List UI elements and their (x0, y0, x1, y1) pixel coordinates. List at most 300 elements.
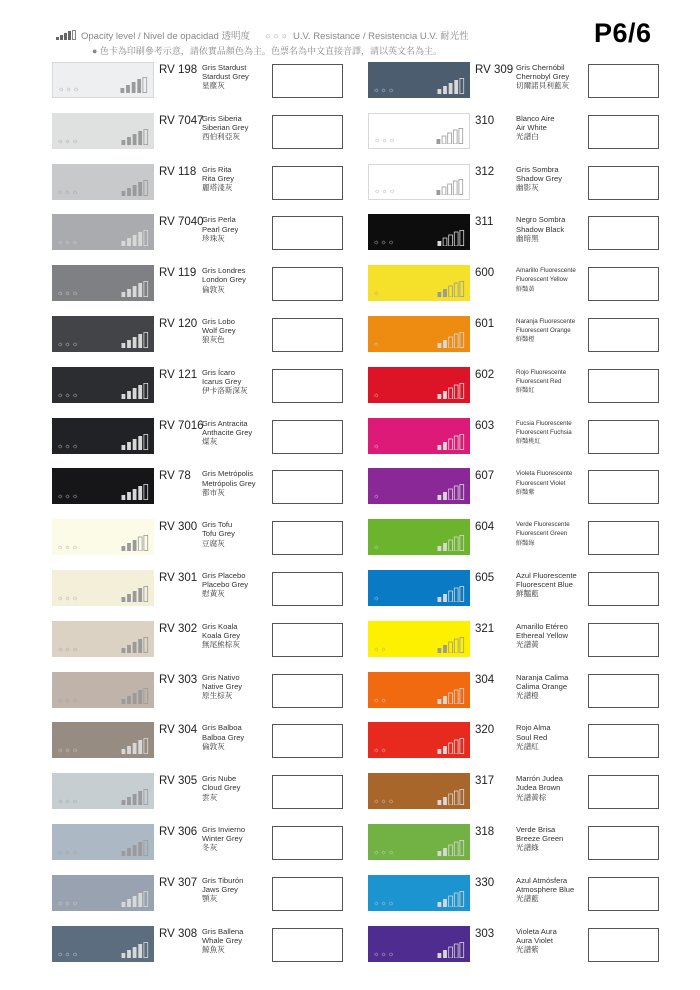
opacity-bar (138, 232, 142, 246)
opacity-bar (138, 791, 142, 805)
opacity-bar (449, 337, 453, 348)
opacity-bar (449, 693, 453, 704)
color-code: RV 78 (159, 470, 191, 483)
sample-box (588, 115, 659, 149)
uv-resistance-icon: ☼☼☼ (58, 86, 81, 93)
sample-box (588, 928, 659, 962)
opacity-level-icon (121, 332, 149, 348)
color-name (516, 419, 572, 447)
color-swatch (368, 468, 470, 504)
color-name (516, 317, 575, 345)
opacity-bar (127, 543, 131, 551)
opacity-bar (122, 546, 126, 551)
color-name (516, 63, 569, 91)
color-name (202, 215, 238, 243)
color-name-spanish: Gris Invierno (202, 825, 246, 834)
opacity-bar (454, 283, 458, 297)
opacity-bar (127, 797, 131, 805)
color-name-spanish: Violeta Fluorescente (516, 470, 573, 478)
color-swatch (52, 570, 154, 606)
opacity-level-icon (121, 484, 149, 500)
color-code: RV 119 (159, 267, 197, 280)
uv-resistance-icon: ☼☼☼ (57, 950, 80, 958)
color-swatch (52, 265, 154, 301)
color-row (52, 164, 364, 202)
opacity-bar (438, 597, 442, 602)
color-code: 601 (475, 318, 495, 330)
color-name-spanish: Gris Perla (202, 215, 236, 225)
color-name-english: Balboa Grey (202, 732, 245, 742)
color-name-english: Calima Orange (516, 681, 568, 691)
opacity-bar (122, 140, 126, 145)
color-code: 312 (475, 165, 495, 178)
opacity-bar (460, 891, 464, 906)
uv-resistance-icon: ☼☼☼ (373, 239, 396, 247)
color-name-english: Fluorescent Yellow (516, 276, 568, 284)
opacity-bar (453, 181, 457, 195)
opacity-bar (132, 82, 136, 93)
opacity-bar (138, 385, 142, 399)
opacity-bar (144, 891, 148, 906)
uv-resistance-icon: ☼☼☼ (374, 136, 397, 144)
color-swatch (52, 214, 154, 250)
opacity-bar (138, 690, 142, 704)
color-code: RV 309 (475, 64, 514, 76)
color-name-chinese: 鮮豔橙 (516, 336, 535, 344)
opacity-bar (127, 492, 131, 500)
opacity-bar (449, 743, 453, 754)
color-code: RV 118 (159, 165, 197, 178)
color-row (368, 316, 680, 354)
color-swatch (52, 367, 154, 403)
opacity-bar (138, 283, 142, 297)
opacity-bar (460, 485, 464, 500)
color-name-spanish: Gris Koala (202, 621, 238, 631)
opacity-level-icon (121, 942, 149, 958)
opacity-bar (454, 385, 458, 399)
color-row (368, 418, 680, 456)
sample-box (588, 826, 659, 860)
opacity-bar (449, 439, 453, 450)
color-code: RV 7040 (159, 216, 204, 229)
opacity-bar (144, 180, 148, 195)
opacity-bar (438, 648, 442, 653)
color-name (202, 165, 234, 193)
color-name-spanish: Gris Tofu (202, 520, 233, 530)
opacity-bar (449, 489, 453, 500)
uv-resistance-icon: ☼☼☼ (57, 899, 80, 907)
color-name-english: London Grey (202, 275, 246, 285)
opacity-bar (133, 388, 137, 399)
opacity-bar (127, 238, 131, 246)
color-name-spanish: Gris Metrópolis (202, 469, 254, 479)
color-name-spanish: Gris Tiburón (202, 875, 244, 885)
opacity-bar (127, 696, 131, 704)
uv-resistance-icon: ☼☼ (373, 645, 388, 653)
color-name-english: Placebo Grey (202, 580, 249, 590)
color-name-chinese: 光譜紫 (516, 945, 539, 954)
color-name-english: Pearl Grey (202, 224, 239, 234)
uv-resistance-icon: ☼☼☼ (373, 849, 396, 856)
color-name (202, 520, 235, 548)
color-name-spanish: Gris Placebo (202, 571, 246, 580)
color-row (368, 875, 680, 913)
opacity-bar (138, 537, 142, 551)
color-name (202, 419, 252, 447)
color-name-spanish: Gris Ballena (202, 926, 244, 936)
opacity-bar (127, 289, 131, 297)
color-code: RV 300 (159, 521, 198, 534)
color-name-english: Breeze Green (516, 834, 564, 844)
color-code: RV 121 (159, 368, 198, 381)
color-name (516, 774, 563, 802)
color-code: 603 (475, 419, 495, 432)
opacity-bar (144, 485, 148, 500)
color-name-chinese: 光譜黃棕 (516, 792, 547, 802)
color-swatch (368, 367, 470, 403)
color-name-spanish: Violeta Aura (516, 926, 557, 936)
opacity-bar (133, 642, 137, 653)
uv-resistance-icon: ☼ (373, 544, 381, 552)
color-name-english: Whale Grey (202, 935, 243, 945)
color-row (52, 418, 364, 456)
opacity-bar (122, 445, 126, 450)
opacity-bar (460, 790, 464, 805)
opacity-bar (133, 591, 137, 602)
sample-box (588, 267, 659, 301)
color-swatch (52, 672, 154, 708)
color-name (202, 774, 240, 802)
uv-resistance-icon: ☼☼☼ (57, 747, 80, 755)
opacity-bar (443, 86, 447, 94)
uv-resistance-icon: ☼☼ (373, 696, 388, 704)
sample-box (588, 674, 659, 708)
color-code: 602 (475, 368, 495, 381)
sample-box (272, 267, 343, 301)
color-name-chinese: 慰黃灰 (202, 589, 225, 599)
color-code: RV 120 (159, 318, 198, 330)
opacity-bar (133, 896, 137, 907)
opacity-level-icon (437, 688, 465, 704)
opacity-bar (138, 588, 142, 602)
color-code: RV 198 (159, 64, 198, 76)
sample-box (272, 115, 343, 149)
color-swatch (368, 265, 470, 301)
color-name (516, 368, 566, 396)
opacity-bar (454, 232, 458, 246)
opacity-bar (443, 238, 447, 246)
uv-resistance-icon: ☼☼☼ (57, 442, 80, 450)
sample-box (588, 572, 659, 606)
color-swatch (52, 164, 154, 200)
color-swatch (52, 875, 154, 911)
color-code: 600 (475, 267, 495, 280)
sample-box (272, 572, 343, 606)
color-name-chinese: 原生棕灰 (202, 691, 233, 700)
uv-resistance-icon: ☼☼☼ (57, 645, 80, 653)
opacity-level-icon (121, 383, 149, 399)
sample-box (272, 166, 343, 200)
color-code: 321 (475, 622, 495, 635)
color-row (52, 265, 364, 303)
opacity-bar (449, 947, 453, 958)
page-number: P6/6 (594, 18, 652, 48)
sample-box (272, 928, 343, 962)
opacity-bar (454, 537, 458, 551)
opacity-bar (438, 495, 442, 500)
opacity-bar (133, 693, 137, 704)
opacity-bar (443, 492, 447, 500)
opacity-bar (438, 394, 442, 399)
opacity-level-icon (437, 434, 465, 450)
color-name-spanish: Gris Nube (202, 774, 237, 784)
color-row (52, 773, 364, 811)
color-name (202, 723, 244, 751)
color-name-chinese: 幽暗黑 (516, 233, 539, 243)
color-row (368, 570, 680, 608)
uv-resistance-icon: ☼☼☼ (57, 188, 80, 196)
color-name-spanish: Gris Antracita (202, 418, 248, 428)
color-name-english: Atmosphere Blue (516, 885, 575, 894)
color-name-english: Koala Grey (202, 631, 240, 640)
opacity-bar (460, 78, 464, 93)
sample-box (272, 623, 343, 657)
opacity-bar (449, 388, 453, 399)
opacity-bar (460, 434, 464, 449)
color-swatch (52, 418, 154, 454)
color-name-spanish: Blanco Aire (516, 113, 555, 123)
opacity-bar (126, 85, 130, 93)
color-swatch (52, 621, 154, 657)
opacity-bar (144, 282, 148, 297)
color-name-english: Air White (516, 123, 547, 132)
opacity-bar (449, 642, 453, 653)
color-name-english: Siberian Grey (202, 123, 249, 132)
opacity-bar (133, 794, 137, 805)
color-code: RV 306 (159, 826, 198, 838)
color-name (202, 876, 243, 904)
opacity-bar (122, 902, 126, 907)
color-swatch (368, 875, 470, 911)
sample-box (272, 826, 343, 860)
uv-resistance-icon: ☼ (373, 341, 381, 348)
color-row (52, 367, 364, 405)
opacity-bar (127, 391, 131, 399)
color-row (52, 672, 364, 710)
opacity-bar (460, 942, 464, 957)
sample-box (272, 470, 343, 504)
opacity-bar (449, 540, 453, 551)
opacity-bar (133, 134, 137, 145)
color-swatch (52, 468, 154, 504)
color-name-spanish: Gris Ícaro (202, 367, 235, 377)
opacity-bar (454, 80, 458, 94)
color-name-chinese: 光譜藍 (516, 894, 539, 904)
uv-resistance-icon: ☼☼☼ (57, 544, 80, 552)
color-name-english: Rita Grey (202, 173, 235, 183)
color-code: 604 (475, 521, 495, 534)
opacity-bar (438, 445, 442, 450)
opacity-bar (454, 486, 458, 500)
color-name (202, 114, 248, 142)
opacity-bar (138, 436, 142, 450)
uv-resistance-icon: ☼☼☼ (373, 798, 396, 806)
color-name (202, 825, 245, 853)
opacity-level-icon (121, 230, 149, 246)
opacity-bar (454, 740, 458, 754)
opacity-bar (122, 699, 126, 704)
opacity-bar (144, 688, 148, 703)
color-name-chinese: 都市灰 (202, 487, 225, 497)
sample-box (272, 420, 343, 454)
color-code: RV 305 (159, 775, 198, 788)
color-name-chinese: 鯨魚灰 (202, 945, 225, 954)
uv-resistance-icon: ☼ (373, 442, 381, 450)
color-name (202, 317, 236, 345)
color-name-english: Fluorescent Blue (516, 580, 573, 590)
opacity-bar (460, 739, 464, 754)
color-swatch (52, 773, 154, 809)
opacity-bar (122, 953, 126, 958)
color-name-chinese: 鮮豔桃紅 (516, 438, 541, 445)
sample-box (588, 64, 659, 98)
opacity-bar (127, 848, 131, 856)
color-name-english: Fluorescent Violet (516, 479, 566, 487)
uv-resistance-icon: ☼ (373, 493, 381, 501)
color-swatch (368, 722, 470, 758)
opacity-bar (138, 486, 142, 500)
color-swatch (368, 824, 470, 860)
opacity-bar (122, 851, 126, 856)
sample-box (588, 166, 659, 200)
opacity-bar (460, 231, 464, 246)
uv-resistance-icon: ☼☼☼ (373, 899, 396, 907)
color-name-english: Wolf Grey (202, 326, 236, 336)
opacity-bar (438, 241, 442, 246)
color-name-english: Stardust Grey (202, 72, 249, 82)
opacity-bar (460, 637, 464, 652)
color-code: 330 (475, 876, 495, 889)
color-swatch (368, 316, 470, 352)
sample-box (588, 623, 659, 657)
color-name-english: Winter Grey (202, 834, 243, 844)
color-name-english: Native Grey (202, 681, 243, 691)
color-name-chinese: 麗塔淺灰 (202, 183, 233, 192)
color-name-english: Jaws Grey (202, 885, 238, 894)
color-swatch (52, 926, 154, 962)
opacity-bar (127, 340, 131, 348)
color-swatch (52, 824, 154, 860)
opacity-bar (454, 436, 458, 450)
color-name-spanish: Gris Balboa (202, 723, 242, 733)
opacity-bar (122, 800, 126, 805)
opacity-bar (144, 739, 148, 754)
uv-resistance-icon: ☼☼☼ (57, 849, 80, 856)
color-code: 317 (475, 775, 495, 788)
color-name-english: Cloud Grey (202, 783, 241, 793)
color-row (368, 214, 680, 252)
color-swatch (368, 672, 470, 708)
opacity-bar (460, 383, 464, 398)
color-row (52, 468, 364, 506)
opacity-bar (144, 332, 148, 347)
opacity-bar (138, 334, 142, 348)
color-name-chinese: 光譜白 (516, 132, 539, 142)
color-name-chinese: 光譜橙 (516, 691, 539, 700)
color-swatch (368, 214, 470, 250)
color-name-chinese: 幽影灰 (516, 183, 539, 192)
color-name-chinese: 無尾熊棕灰 (202, 640, 240, 650)
color-name-spanish: Verde Brisa (516, 825, 556, 834)
color-row (368, 672, 680, 710)
sample-box (272, 369, 343, 403)
opacity-level-icon (121, 840, 149, 856)
color-name (516, 571, 577, 599)
uv-resistance-icon: ☼☼☼ (57, 290, 80, 298)
opacity-bar (454, 690, 458, 704)
opacity-bar (144, 586, 148, 601)
color-name (516, 927, 557, 955)
color-code: RV 304 (159, 724, 198, 737)
color-name-chinese: 西伯利亞灰 (202, 132, 240, 142)
opacity-bar (133, 489, 137, 500)
color-name-chinese: 鮮豔紫 (516, 488, 535, 496)
color-name-spanish: Negro Sombra (516, 215, 566, 225)
opacity-bar (122, 241, 126, 246)
color-row (52, 214, 364, 252)
opacity-level-icon (121, 180, 149, 196)
color-name-spanish: Rojo Fluorescente (516, 368, 567, 376)
sample-box (588, 420, 659, 454)
opacity-bar (127, 899, 131, 907)
opacity-bar (449, 896, 453, 907)
opacity-level-icon (437, 332, 465, 348)
color-name-spanish: Verde Fluorescente (516, 521, 570, 529)
opacity-bar (460, 332, 464, 347)
uv-resistance-icon: ☼ (373, 391, 381, 399)
color-row (368, 773, 680, 811)
color-name-chinese: 倫敦灰 (202, 284, 225, 294)
opacity-bar (448, 184, 452, 195)
color-row (368, 722, 680, 760)
opacity-bar (460, 688, 464, 703)
opacity-level-icon (437, 281, 465, 297)
color-name (202, 266, 246, 294)
color-name-chinese: 光譜紅 (516, 741, 539, 751)
opacity-bar (138, 182, 142, 196)
opacity-bar (144, 840, 148, 855)
sample-box (588, 318, 659, 352)
color-name-chinese: 鮮豔黃 (516, 285, 535, 293)
opacity-level-icon (121, 738, 149, 754)
color-swatch (368, 519, 470, 555)
opacity-bar (454, 842, 458, 856)
color-name (202, 63, 249, 91)
opacity-bar (443, 543, 447, 551)
opacity-bar (460, 536, 464, 551)
opacity-bar (144, 231, 148, 246)
opacity-bar (438, 699, 442, 704)
color-swatch (368, 926, 470, 962)
color-name (516, 825, 563, 853)
opacity-bar (438, 343, 442, 348)
color-name-spanish: Naranja Fluorescente (516, 318, 576, 325)
opacity-bar (122, 394, 126, 399)
color-name-spanish: Gris Siberia (202, 113, 242, 123)
color-code: 304 (475, 673, 495, 686)
color-name-spanish: Gris Nativo (202, 672, 240, 682)
color-name-spanish: Gris Stardust (202, 63, 247, 72)
